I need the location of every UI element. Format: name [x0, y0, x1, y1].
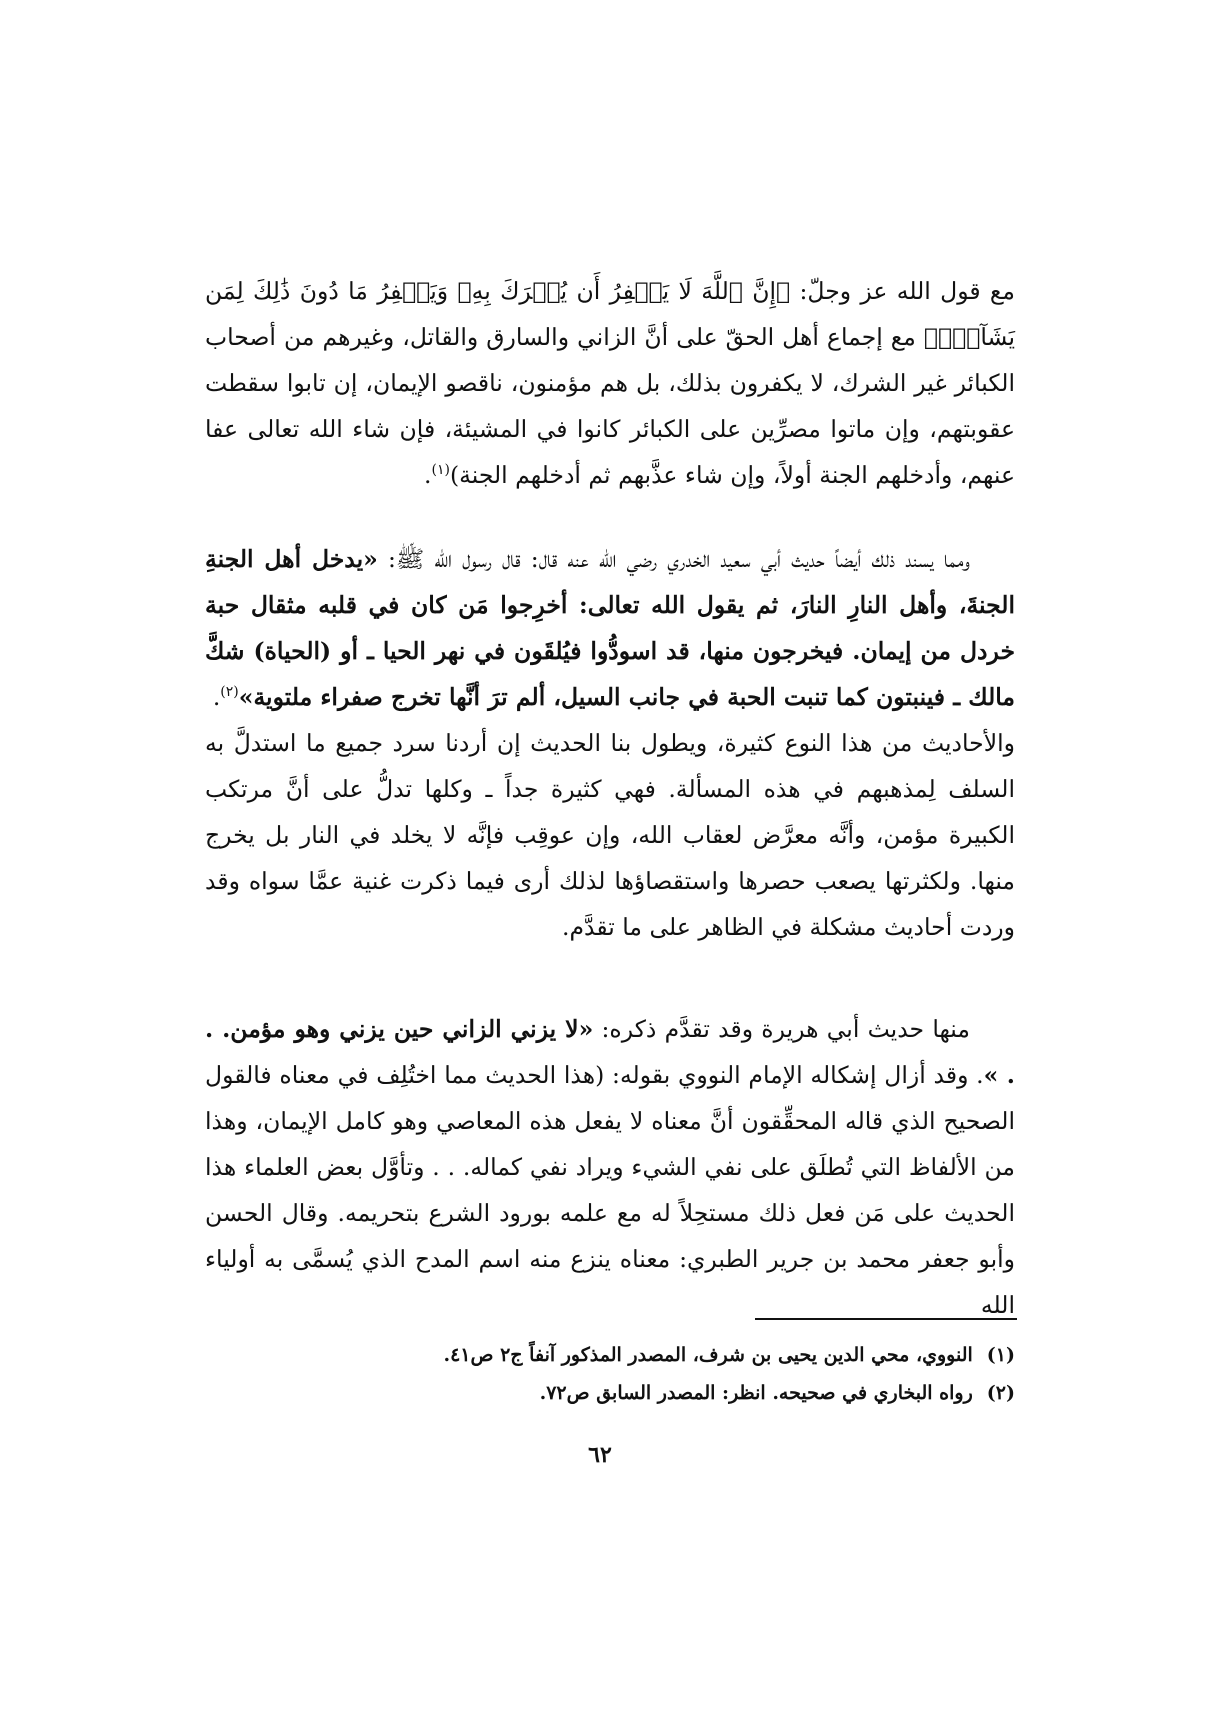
- paragraph-1-end: .: [424, 461, 432, 489]
- footnotes: [205, 1336, 1015, 1412]
- paragraph-3-body: . وقد أزال إشكاله الإمام النووي بقوله: (هذا الحديث مما اختُلِف في معناه فالقول الصحيح الذي قاله المحقِّقون أنَّ معناه لا يفعل هذه المعاصي وهو كامل الإيمان، وهذا من الألفاظ التي تُطلَق على نفي الشيء ويراد نفي كماله. . . وتأوَّل بعض العلماء هذا الحديث على مَن فعل ذلك مستحِلاً له مع علمه بورود الشرع بتحريمه. وقال الحسن وأبو جعفر محمد بن جرير الطبري: معناه ينزع منه اسم المدح الذي يُسمَّى به أولياء الله: [205, 1061, 1015, 1319]
- hadith-quote-2: «لا يزني الزاني حين يزني وهو مؤمن. . . »: [205, 1015, 1015, 1089]
- paragraph-1-intro: مع قول الله عز وجلّ:: [790, 277, 1015, 305]
- footnote-marker-2[interactable]: (٢): [220, 684, 239, 701]
- footnote-2: [205, 1374, 1015, 1412]
- quran-verse: ﴿إِنَّ ٱللَّهَ لَا يَغۡفِرُ أَن يُشۡرَكَ بِهِۦ وَيَغۡفِرُ مَا دُونَ ذَٰلِكَ لِمَن يَشَآءُۚ﴾: [205, 277, 1015, 351]
- hadith-quote-1: «يدخل أهل الجنةِ الجنةَ، وأهل النارِ النارَ، ثم يقول الله تعالى: أخرِجوا مَن كان في قلبه مثقال حبة خردل من إيمان. فيخرجون منها، قد اسودُّوا فيُلقَون في نهر الحيا ـ أو (الحياة) شكَّ مالك ـ فينبتون كما تنبت الحبة في جانب السيل، ألم ترَ أنَّها تخرج صفراء ملتوية»: [205, 545, 1015, 711]
- paragraph-2-end: .: [212, 683, 221, 711]
- footnote-1-number: (١): [986, 1344, 1015, 1366]
- paragraph-1: [205, 268, 1015, 498]
- paragraph-2: [205, 536, 1015, 950]
- footnote-2-number: (٢): [986, 1382, 1015, 1404]
- footnote-1: [205, 1336, 1015, 1374]
- paragraph-3-intro: منها حديث أبي هريرة وقد تقدَّم ذكره:: [593, 1015, 970, 1043]
- page-number: ٦٢: [588, 1442, 612, 1468]
- paragraph-2-intro: ومما يسند ذلك أيضاً حديث أبي سعيد الخدري رضي الله عنه قال: قال رسول الله ﷺ:: [377, 545, 970, 573]
- footnote-divider: [755, 1318, 1017, 1320]
- paragraph-1-body: مع إجماع أهل الحقّ على أنَّ الزاني والسارق والقاتل، وغيرهم من أصحاب الكبائر غير الشرك، لا يكفرون بذلك، بل هم مؤمنون، ناقصو الإيمان، إن تابوا سقطت عقوبتهم، وإن ماتوا مصرِّين على الكبائر كانوا في المشيئة، فإن شاء الله تعالى عفا عنهم، وأدخلهم الجنة أولاً، وإن شاء عذَّبهم ثم أدخلهم الجنة): [205, 323, 1015, 489]
- footnote-marker-1[interactable]: (١): [431, 462, 450, 479]
- footnote-1-text: النووي، محي الدين يحيى بن شرف، المصدر المذكور آنفاً ج٢ ص٤١.: [443, 1344, 973, 1366]
- paragraph-3: [205, 1006, 1015, 1328]
- footnote-2-text: رواه البخاري في صحيحه. انظر: المصدر السابق ص٧٢.: [539, 1382, 973, 1404]
- paragraph-2-continuation: والأحاديث من هذا النوع كثيرة، ويطول بنا الحديث إن أردنا سرد جميع ما استدلَّ به السلف لِمذهبهم في هذه المسألة. فهي كثيرة جداً ـ وكلها تدلُّ على أنَّ مرتكب الكبيرة مؤمن، وأنَّه معرَّض لعقاب الله، وإن عوقِب فإنَّه لا يخلد في النار بل يخرج منها. ولكثرتها يصعب حصرها واستقصاؤها لذلك أرى فيما ذكرت غنية عمَّا سواه وقد وردت أحاديث مشكلة في الظاهر على ما تقدَّم.: [205, 729, 1015, 941]
